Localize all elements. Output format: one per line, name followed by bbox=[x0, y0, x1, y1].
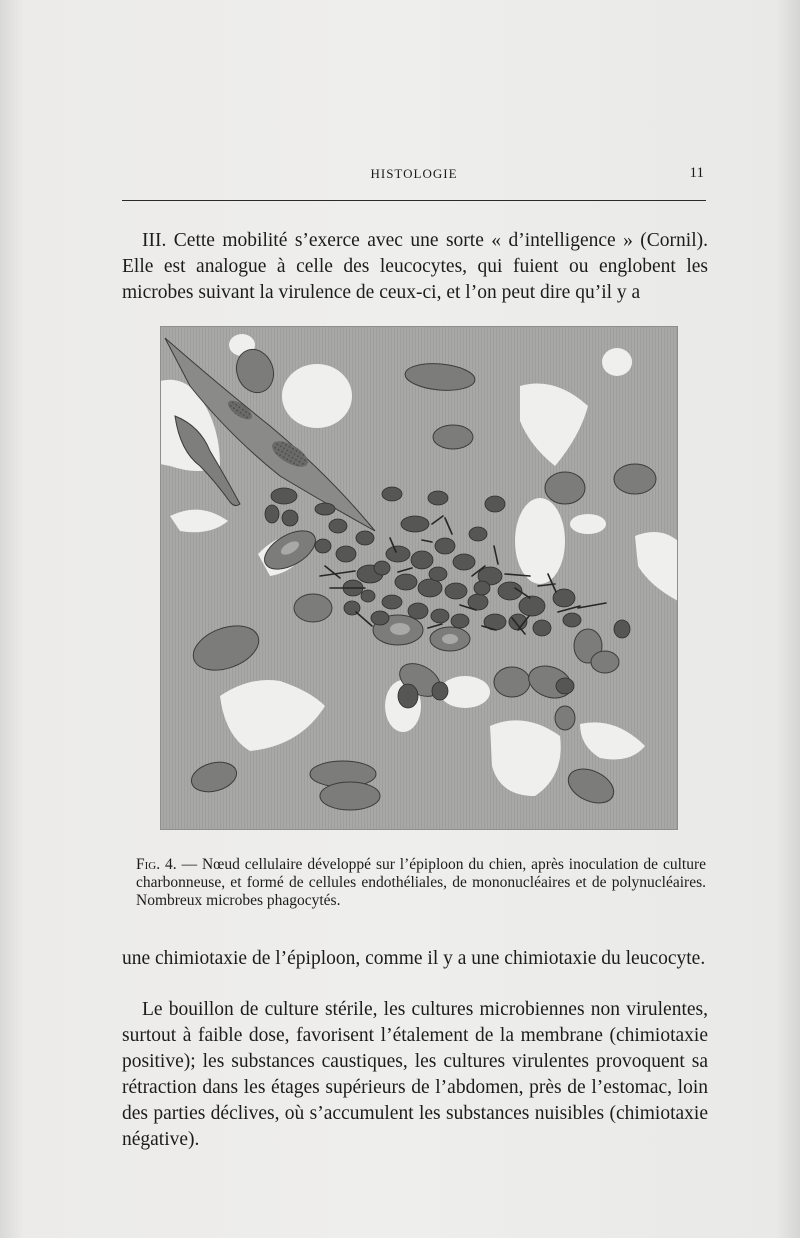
paragraph-top: III. Cette mobilité s’exerce avec une sorte « d’intelligence » (Cornil). Elle est analogue à celle des leucocytes, qui fuient ou englobent les microbes suivant la virulence de ceux-ci, et l’on peut dire qu’il y a bbox=[122, 230, 708, 303]
running-head bbox=[122, 160, 706, 186]
paragraph-last: Le bouillon de culture stérile, les cultures microbiennes non virulentes, surtout à faible dose, favorisent l’étalement de la membrane (chimiotaxie positive); les substances caustiques, les cultures virulentes provoquent sa rétraction dans les étages supérieurs de l’abdomen, près de l’estomac, loin des parties déclives, où s’accumulent les substances nuisibles (chimiotaxie négative). bbox=[122, 999, 708, 1150]
running-title: HISTOLOGIE bbox=[370, 166, 458, 181]
histology-illustration bbox=[160, 326, 678, 830]
figure-caption-text: — Nœud cellulaire développé sur l’épiploon du chien, après inoculation de culture charbonneuse, et formé de cellules endothéliales, de mononucléaires et de polynucléaires. Nombreux microbes phagocytés. bbox=[136, 856, 707, 909]
page-number: 11 bbox=[689, 165, 704, 181]
header-rule bbox=[122, 200, 706, 201]
figure-caption bbox=[136, 856, 706, 910]
paragraph-middle: une chimiotaxie de l’épiploon, comme il y a une chimiotaxie du leucocyte. bbox=[122, 948, 706, 969]
figure-label: Fig. 4. bbox=[136, 856, 177, 873]
